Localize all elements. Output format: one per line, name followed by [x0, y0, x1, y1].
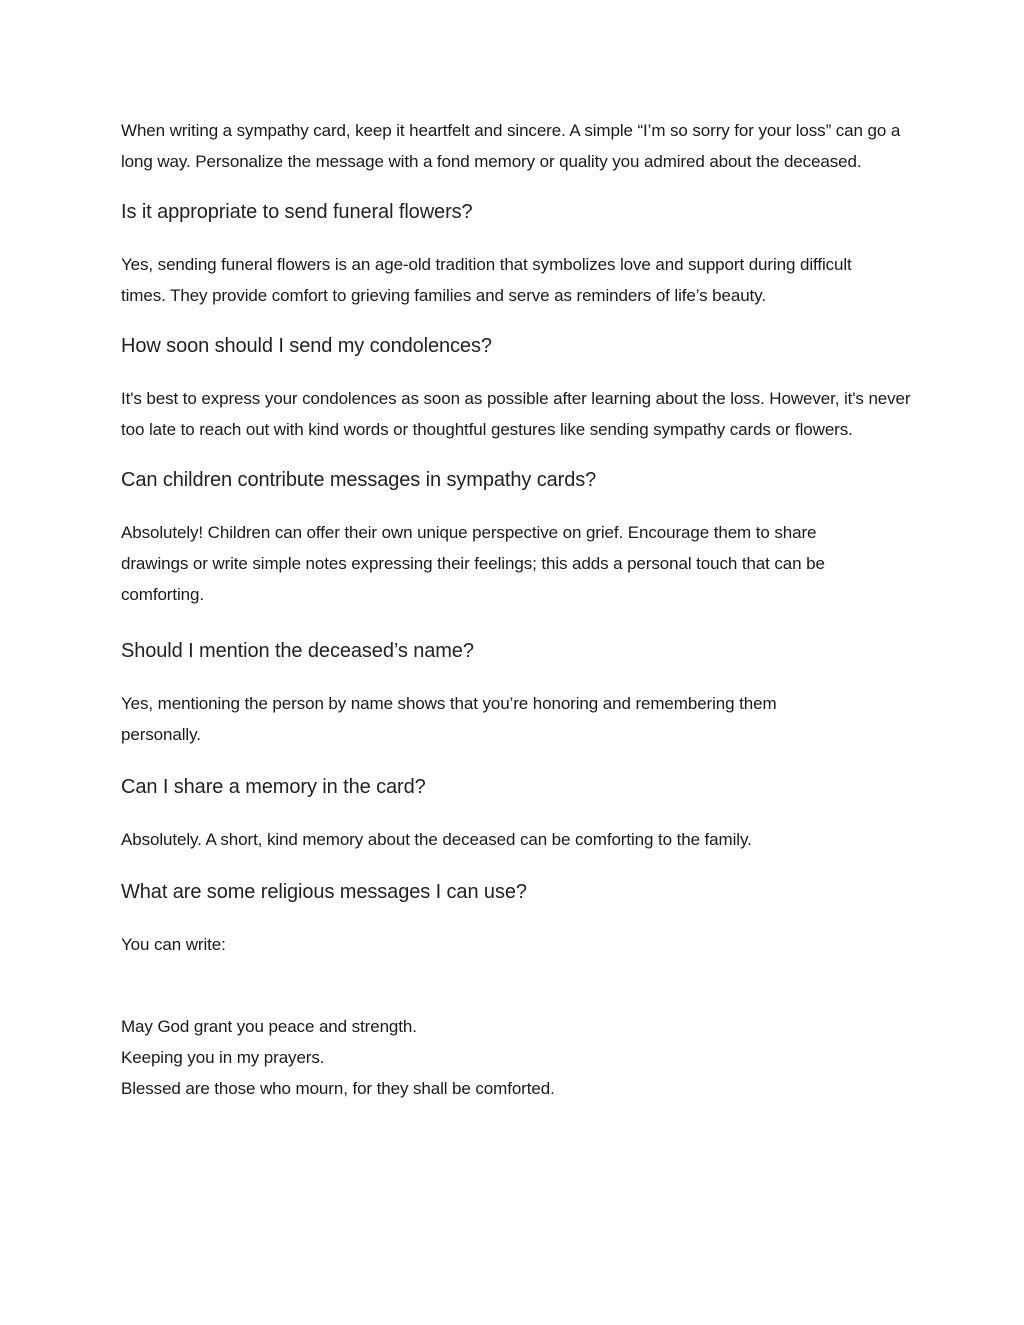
intro-paragraph: When writing a sympathy card, keep it heartfelt and sincere. A simple “I’m so sorry for your loss” can go a long way. Personalize the message with a fond memory or quality you admired about the deceased.	[121, 121, 901, 171]
faq-answer-memory: Absolutely. A short, kind memory about the deceased can be comforting to the family.	[121, 830, 752, 849]
religious-message-line: Keeping you in my prayers.	[121, 1048, 325, 1067]
faq-question-name: Should I mention the deceased’s name?	[121, 640, 474, 662]
religious-message-line: May God grant you peace and strength.	[121, 1017, 417, 1036]
faq-answer-name: Yes, mentioning the person by name shows that you’re honoring and remembering them personally.	[121, 694, 777, 744]
faq-answer-condolences: It's best to express your condolences as soon as possible after learning about the loss. However, it's never too late to reach out with kind words or thoughtful gestures like sending sympathy cards or flowers.	[121, 389, 911, 439]
faq-question-memory: Can I share a memory in the card?	[121, 776, 426, 798]
faq-answer-children: Absolutely! Children can offer their own unique perspective on grief. Encourage them to share drawings or write simple notes expressing their feelings; this adds a personal touch that can be comforting.	[121, 523, 825, 604]
faq-question-flowers: Is it appropriate to send funeral flowers?	[121, 201, 473, 223]
religious-message-line: Blessed are those who mourn, for they shall be comforted.	[121, 1079, 555, 1098]
faq-answer-flowers: Yes, sending funeral flowers is an age-old tradition that symbolizes love and support during difficult times. They provide comfort to grieving families and serve as reminders of life’s beauty.	[121, 255, 852, 305]
faq-question-religious: What are some religious messages I can use?	[121, 881, 527, 903]
faq-question-children: Can children contribute messages in sympathy cards?	[121, 469, 597, 491]
faq-question-condolences: How soon should I send my condolences?	[121, 335, 492, 357]
religious-messages-list	[121, 1011, 911, 1104]
faq-answer-religious: You can write:	[121, 935, 226, 954]
document-page	[121, 115, 911, 1104]
